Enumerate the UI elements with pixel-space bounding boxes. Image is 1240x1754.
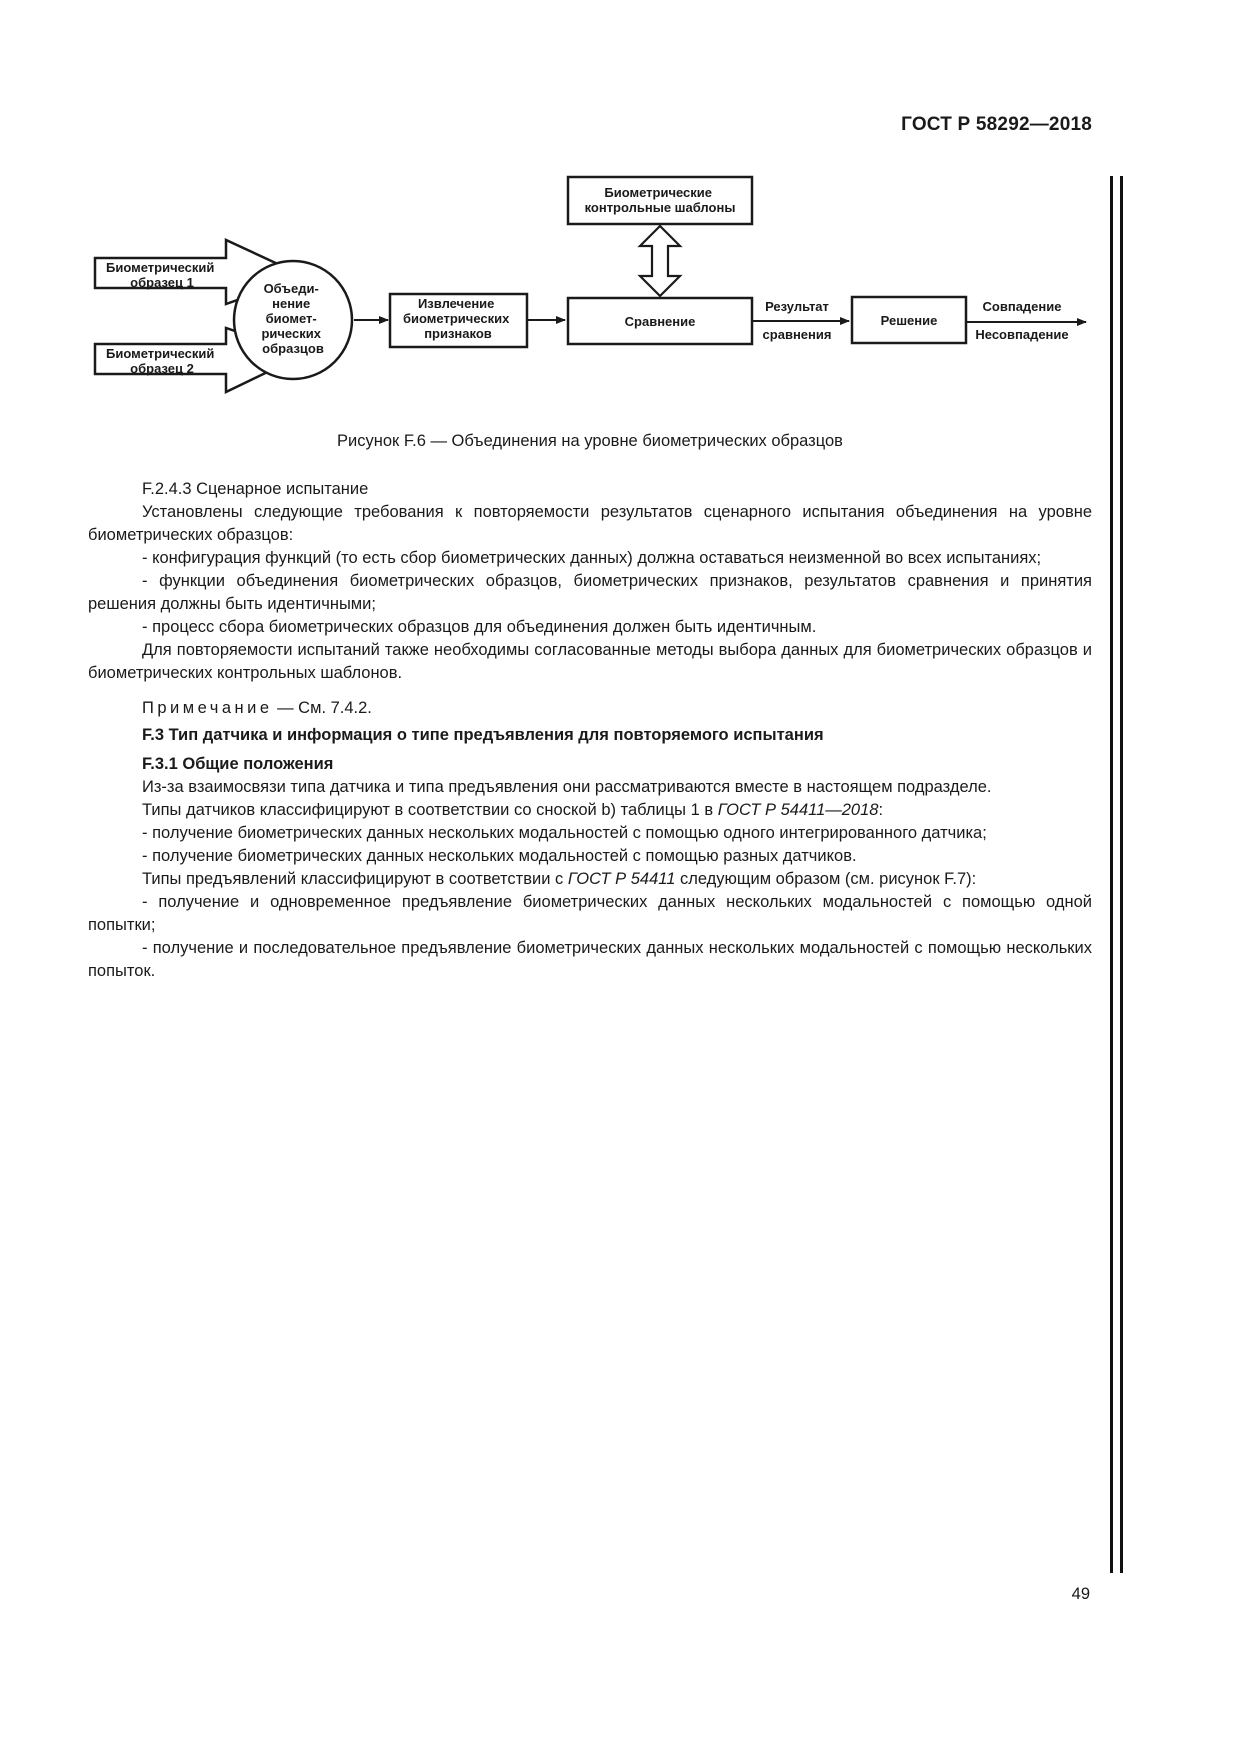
- input-1-label: Биометрический образец 1: [105, 260, 215, 290]
- templates-comparison-double-arrow: [640, 226, 680, 296]
- text-run: :: [878, 801, 884, 819]
- note: [88, 697, 1092, 720]
- result-label-bottom: сравнения: [762, 327, 832, 342]
- nonmatch-label: Несовпадение: [975, 327, 1069, 342]
- standard-reference: ГОСТ Р 54411: [567, 870, 676, 888]
- comparison-label: Сравнение: [624, 314, 696, 329]
- heading-f3: F.3 Тип датчика и информация о типе предъявления для повторяемого испытания: [142, 726, 824, 744]
- list-item: - получение и одновременное предъявление биометрических данных нескольких модальностей с помощью одной попытки;: [88, 893, 1092, 934]
- list-item: - получение биометрических данных нескольких модальностей с помощью одного интегрированного датчика;: [142, 824, 987, 842]
- list-item: - функции объединения биометрических образцов, биометрических признаков, результатов сравнения и принятия решения должны быть идентичными;: [88, 572, 1092, 613]
- page-number: 49: [1071, 1585, 1090, 1603]
- paragraph: [88, 868, 1092, 891]
- paragraph: [88, 799, 1092, 822]
- list-item: - получение и последовательное предъявление биометрических данных нескольких модальностей с помощью нескольких попыток.: [88, 939, 1092, 980]
- change-bar-right: [1120, 176, 1123, 1573]
- standard-reference: ГОСТ Р 54411—2018: [717, 801, 879, 819]
- change-bar-left: [1110, 176, 1113, 1573]
- list-item: - конфигурация функций (то есть сбор биометрических данных) должна оставаться неизменной во всех испытаниях;: [142, 549, 1042, 567]
- list-item: - получение биометрических данных нескольких модальностей с помощью разных датчиков.: [142, 847, 857, 865]
- fusion-diagram: [88, 170, 1100, 415]
- match-label: Совпадение: [982, 299, 1062, 314]
- paragraph-section-title: F.2.4.3 Сценарное испытание: [142, 480, 369, 498]
- fusion-label: Объеди- нение биомет- рических образцов: [261, 281, 324, 356]
- input-2-label: Биометрический образец 2: [105, 346, 215, 376]
- list-item: - процесс сбора биометрических образцов для объединения должен быть идентичным.: [142, 618, 817, 636]
- heading-f31: F.3.1 Общие положения: [142, 755, 334, 773]
- text-run: следующим образом (см. рисунок F.7):: [675, 870, 977, 888]
- document-code: ГОСТ Р 58292—2018: [901, 114, 1092, 135]
- text-run: Типы предъявлений классифицируют в соответствии с: [142, 870, 568, 888]
- paragraph: Для повторяемости испытаний также необходимы согласованные методы выбора данных для биометрических образцов и биометрических контрольных шаблонов.: [88, 641, 1092, 682]
- text-run: Типы датчиков классифицируют в соответствии со сноской b) таблицы 1 в: [142, 801, 718, 819]
- paragraph: Из-за взаимосвязи типа датчика и типа предъявления они рассматриваются вместе в настоящем подразделе.: [142, 778, 992, 796]
- change-bars: [1110, 176, 1124, 1573]
- extraction-label: Извлечение биометрических признаков: [403, 296, 510, 341]
- note-label: Примечание: [142, 699, 273, 717]
- result-label-top: Результат: [765, 299, 829, 314]
- decision-label: Решение: [880, 313, 938, 328]
- paragraph: Установлены следующие требования к повторяемости результатов сценарного испытания объединения на уровне биометрических образцов:: [88, 503, 1092, 544]
- note-text: — См. 7.4.2.: [272, 699, 372, 717]
- body-text: [88, 478, 1092, 983]
- figure-caption: Рисунок F.6 — Объединения на уровне биометрических образцов: [337, 432, 843, 450]
- templates-label: Биометрические контрольные шаблоны: [584, 185, 736, 215]
